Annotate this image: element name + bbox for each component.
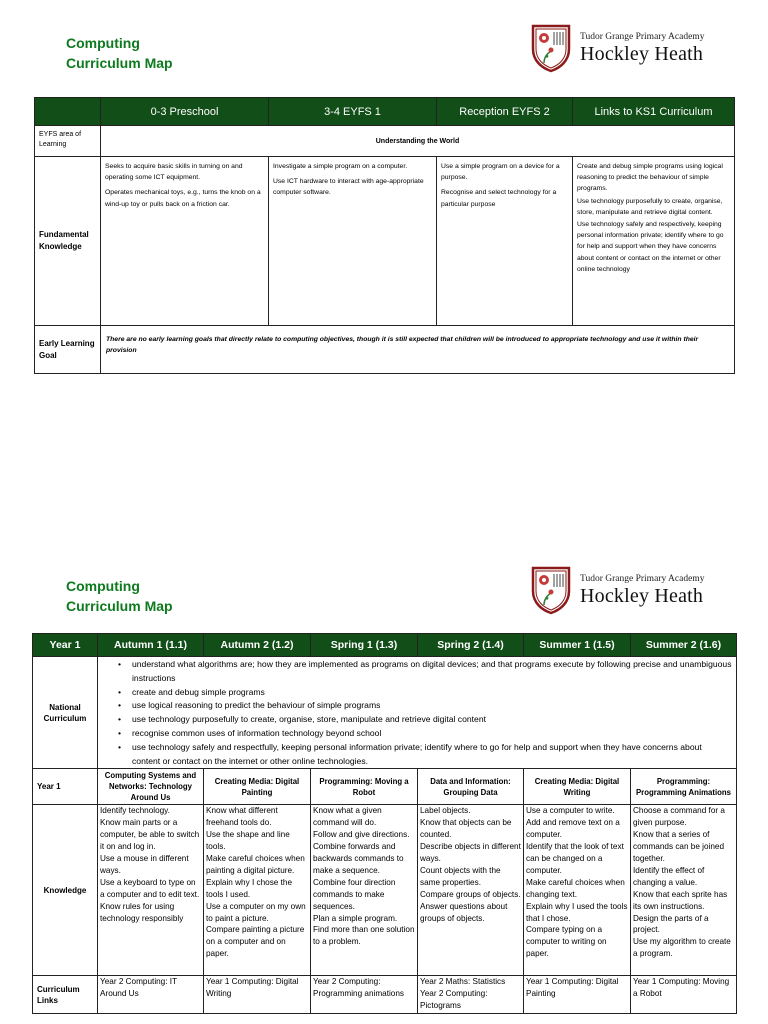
knowledge-label: Knowledge	[33, 805, 98, 976]
cell-text: Add and remove text on a computer.	[526, 818, 620, 840]
cell-text: Know what a given command will do.	[313, 806, 382, 828]
header-summer2: Summer 2 (1.6)	[631, 634, 737, 657]
cell-text: Investigate a simple program on a computer.	[273, 163, 408, 170]
cell-text: Know rules for using technology responsibly	[100, 901, 184, 923]
cell-text: Use a keyboard to type on a computer and to edit text.	[100, 877, 200, 899]
preschool-cell	[101, 157, 269, 326]
header-preschool: 0-3 Preschool	[101, 98, 269, 126]
school-name: Hockley Heath	[580, 43, 704, 65]
header-eyfs1: 3-4 EYFS 1	[269, 98, 437, 126]
cell-text: Know that objects can be counted.	[420, 818, 512, 840]
cell-text: Know what different freehand tools do.	[206, 806, 278, 828]
cell-text: Know that a series of commands can be joined together.	[633, 830, 725, 863]
curriculum-links-label: Curriculum Links	[33, 976, 98, 1014]
reception-cell	[437, 157, 573, 326]
cell-text: Seeks to acquire basic skills in turning on and operating some ICT equipment.	[105, 163, 243, 182]
cell-text: Know main parts or a computer, be able to switch it on and log in.	[100, 818, 200, 852]
cell-text: Compare groups of objects.	[420, 889, 521, 899]
cell-text: Design the parts of a project.	[633, 913, 709, 935]
knowledge-cell	[204, 805, 311, 976]
list-item: • use technology purposefully to create, organise, store, manipulate and retrieve digital content	[118, 713, 732, 727]
school-name: Hockley Heath	[580, 585, 704, 607]
year1-curriculum-table	[32, 633, 737, 1014]
cell-text: Explain why I used the tools that I chose.	[526, 901, 628, 923]
school-crest-icon	[530, 23, 572, 73]
unit-title: Data and Information: Grouping Data	[418, 769, 524, 805]
title-line-1: Computing	[66, 35, 140, 51]
knowledge-cell	[418, 805, 524, 976]
cell-text: Follow and give directions.	[313, 830, 410, 840]
school-subtitle: Tudor Grange Primary Academy	[580, 32, 705, 42]
links-cell	[98, 976, 204, 1014]
cell-text: Answer questions about groups of objects.	[420, 901, 508, 923]
cell-text: Count objects with the same properties.	[420, 865, 501, 887]
cell-text: Use a mouse in different ways.	[100, 854, 189, 875]
unit-title: Programming: Moving a Robot	[311, 769, 418, 805]
cell-text: Year 2 Computing: IT Around Us	[100, 977, 177, 999]
eyfs-area-label: EYFS area of Learning	[35, 126, 101, 157]
cell-text: Year 2 Maths: Statistics	[420, 977, 506, 987]
knowledge-cell	[98, 805, 204, 976]
cell-text: Make careful choices when changing text.	[526, 877, 625, 899]
cell-text: Find more than one solution to a problem.	[313, 925, 415, 947]
header-corner	[35, 98, 101, 126]
cell-text: Explain why I chose the tools I used.	[206, 877, 293, 899]
cell-text: Identify technology.	[100, 806, 170, 816]
cell-text: Combine four direction commands to make sequences.	[313, 877, 396, 911]
knowledge-cell	[524, 805, 631, 976]
list-item: • create and debug simple programs	[118, 686, 732, 700]
cell-text: Year 1 Computing: Digital Painting	[526, 977, 619, 999]
header-year: Year 1	[33, 634, 98, 657]
header-ks1-links: Links to KS1 Curriculum	[573, 98, 735, 126]
school-logo	[530, 564, 730, 616]
cell-text: Label objects.	[420, 806, 471, 816]
links-cell	[631, 976, 737, 1014]
unit-title: Creating Media: Digital Painting	[204, 769, 311, 805]
eyfs1-cell	[269, 157, 437, 326]
cell-text: Use a simple program on a device for a purpose.	[441, 163, 560, 182]
early-learning-goal-label: Early Learning Goal	[35, 326, 101, 374]
links-cell	[418, 976, 524, 1014]
cell-text: Choose a command for a given purpose.	[633, 806, 725, 828]
cell-text: Use a computer to write.	[526, 806, 615, 816]
cell-text: Identify the effect of changing a value.	[633, 865, 705, 887]
cell-text: Describe objects in different ways.	[420, 842, 521, 863]
page-title	[66, 576, 173, 616]
links-cell	[311, 976, 418, 1014]
cell-text: Use my algorithm to create a program.	[633, 937, 731, 959]
cell-text: Recognise and select technology for a particular purpose	[441, 189, 557, 208]
cell-text: Use the shape and line tools.	[206, 830, 290, 852]
title-line-1: Computing	[66, 578, 140, 594]
cell-text: Use technology purposefully to create, organise, store, manipulate and retrieve digital content.	[577, 197, 723, 216]
cell-text: Year 2 Computing: Pictograms	[420, 989, 488, 1011]
links-cell	[204, 976, 311, 1014]
knowledge-cell	[311, 805, 418, 976]
cell-text: Use a computer on my own to paint a picture.	[206, 901, 306, 923]
year-label: Year 1	[33, 769, 98, 805]
knowledge-cell	[631, 805, 737, 976]
understanding-world: Understanding the World	[101, 126, 735, 157]
list-item: • recognise common uses of information technology beyond school	[118, 727, 732, 741]
cell-text: Make careful choices when painting a digital picture.	[206, 854, 305, 875]
header-spring2: Spring 2 (1.4)	[418, 634, 524, 657]
unit-title: Computing Systems and Networks: Technology Around Us	[98, 769, 204, 805]
cell-text: Compare painting a picture on a computer and on paper.	[206, 925, 305, 959]
page-title	[66, 33, 173, 73]
unit-title: Creating Media: Digital Writing	[524, 769, 631, 805]
cell-text: Combine forwards and backwards commands to make a sequence.	[313, 842, 404, 875]
school-logo	[530, 22, 730, 74]
cell-text: Year 1 Computing: Moving a Robot	[633, 977, 730, 999]
header-reception: Reception EYFS 2	[437, 98, 573, 126]
title-line-2: Curriculum Map	[66, 598, 173, 614]
header-summer1: Summer 1 (1.5)	[524, 634, 631, 657]
list-item: • use technology safely and respectfully, keeping personal information private; identify where to go for help and support when they have concerns about content or contact on the internet or other online technologies.	[118, 741, 732, 769]
header-autumn1: Autumn 1 (1.1)	[98, 634, 204, 657]
cell-text: Year 2 Computing: Programming animations	[313, 977, 405, 999]
early-learning-goal-text: There are no early learning goals that directly relate to computing objectives, though it is still expected that children will be introduced to appropriate technology and use it within their provision	[101, 326, 735, 374]
list-item: • understand what algorithms are; how they are implemented as programs on digital devices; and that programs execute by following precise and unambiguous instructions	[118, 658, 732, 686]
national-curriculum-list	[98, 657, 737, 769]
cell-text: Identify that the look of text can be changed on a computer.	[526, 842, 624, 875]
unit-title: Programming: Programming Animations	[631, 769, 737, 805]
cell-text: Use technology safely and respectively, keeping personal information private; identify where to go for help and support when they have concerns about content or contact on the internet or other online technology	[577, 221, 724, 273]
eyfs-curriculum-table	[34, 97, 735, 374]
list-item: • use logical reasoning to predict the behaviour of simple programs	[118, 699, 732, 713]
title-line-2: Curriculum Map	[66, 55, 173, 71]
school-subtitle: Tudor Grange Primary Academy	[580, 574, 705, 584]
cell-text: Know that each sprite has its own instructions.	[633, 889, 728, 911]
header-autumn2: Autumn 2 (1.2)	[204, 634, 311, 657]
cell-text: Create and debug simple programs using logical reasoning to predict the behaviour of simple programs.	[577, 163, 723, 193]
ks1-cell	[573, 157, 735, 326]
cell-text: Operates mechanical toys, e.g., turns the knob on a wind-up toy or pulls back on a friction car.	[105, 189, 261, 208]
cell-text: Year 1 Computing: Digital Writing	[206, 977, 299, 999]
links-cell	[524, 976, 631, 1014]
school-crest-icon	[530, 565, 572, 615]
fundamental-knowledge-label: Fundamental Knowledge	[35, 157, 101, 326]
cell-text: Compare typing on a computer to writing on paper.	[526, 925, 607, 959]
cell-text: Use ICT hardware to interact with age-appropriate computer software.	[273, 178, 424, 197]
header-spring1: Spring 1 (1.3)	[311, 634, 418, 657]
cell-text: Plan a simple program.	[313, 913, 398, 923]
national-curriculum-label: National Curriculum	[33, 657, 98, 769]
